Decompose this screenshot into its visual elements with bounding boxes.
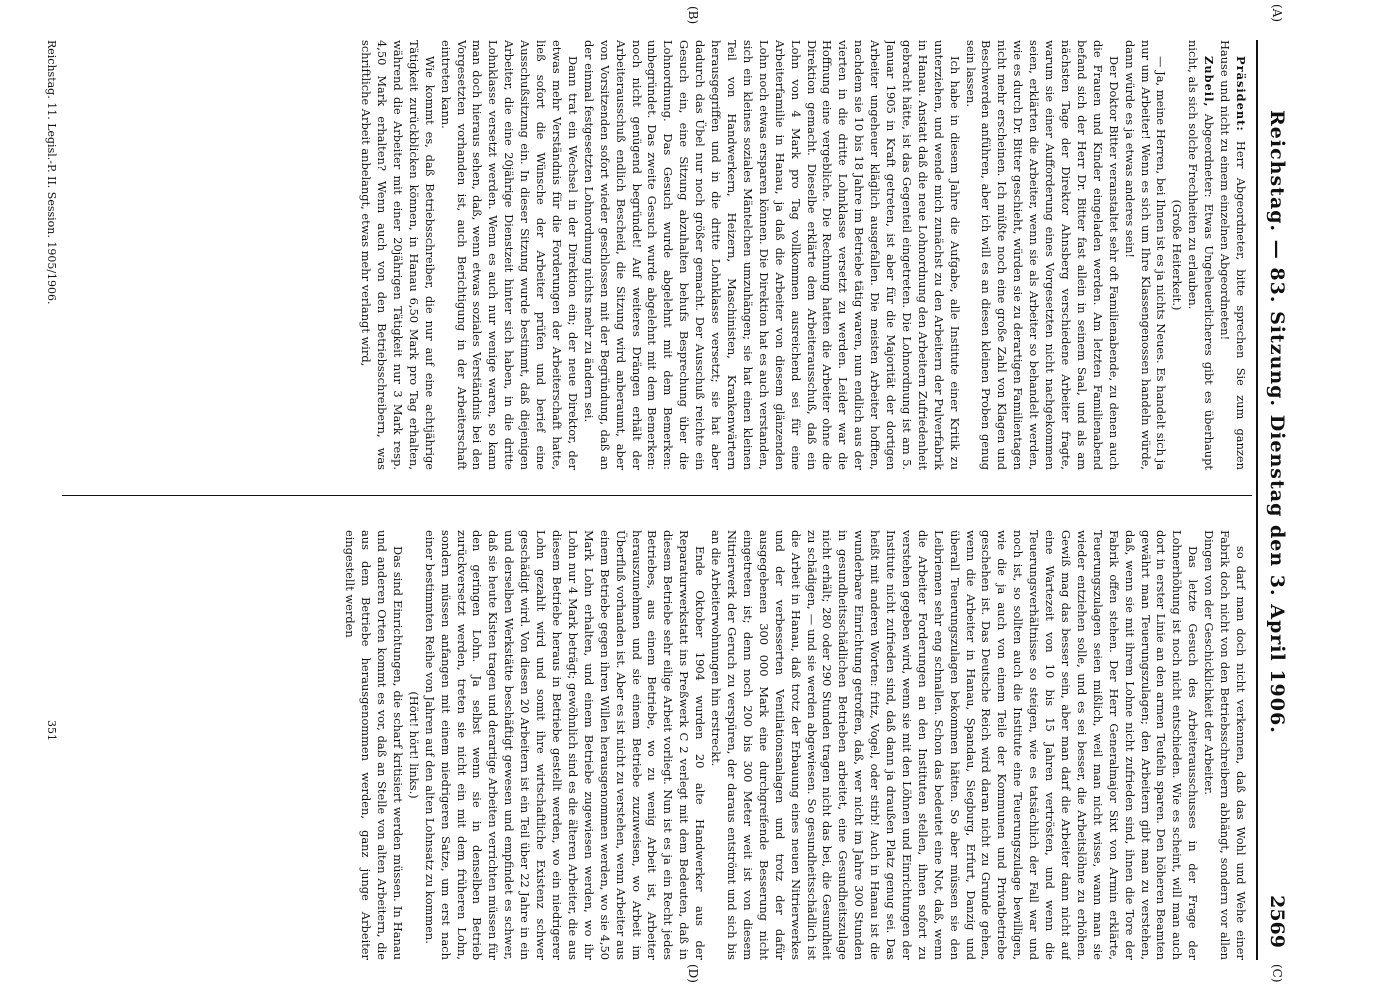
- paragraph: [707, 530, 1200, 960]
- paragraph: [962, 40, 1121, 470]
- paragraph-text: Ende Oktober 1904 wurden 20 alte Handwerker aus der Reparaturwerkstatt ins Preßwerk C 2 verlegt mit dem Bedeuten, daß in diesem Betriebe sehr eilige Arbeit vorliegt. Nun ist es ja ein Recht jedes Betriebes, aus einem Betriebe, wo zu wenig Arbeit ist, Arbeiter herauszunehmen und sie einem Betriebe zuzuweisen, wo Arbeit im Überfluß vorhanden ist. Aber es ist nicht zu verstehen, wenn Arbeiter aus einem Betriebe gegen ihren Willen herausgenommen werden, wo sie 4,50 Mark Lohn erhalten, und einem Betriebe zugewiesen werden, wo ihr Lohn nur 4 Mark beträgt; gewöhnlich sind es die älteren Arbeiter, die aus diesem Betriebe heraus in Betriebe gestellt werden, wo ein niedrigerer Lohn gezahlt wird und somit ihre wirtschaftliche Existenz schwer geschädigt wird. Von diesen 20 Arbeitern ist ein Teil über 22 Jahre in ein und derselben Werkstätte beschäftigt gewesen und empfindet es schwer, daß sie heute Kisten tragen und derartige Arbeiten verrichten müssen für den geringen Lohn. Ja selbst wenn sie in denselben Betrieb zurückversetzt werden, treten sie nicht ein mit dem früheren Lohn, sondern müssen anfangen mit einem niedrigeren Satze, um erst nach einer bestimmten Reihe von Jahren auf den alten Lohnsatz zu kommen.: [422, 530, 708, 960]
- paragraph: [405, 530, 421, 960]
- footer-session-info: Reichstag. 11. Legisl.-P. II. Session. 1905/1906.: [45, 40, 58, 305]
- paragraph: [357, 40, 437, 470]
- paragraph-text: Der Doktor Bitter veranstaltet sehr oft Familienabende, zu denen auch die Frauen und Kinder eingeladen werden. Am letzten Familienabend befand sich der Herr Dr. Bitter fast allein in seinem Saal, und als am nächsten Tage der Direktor Ahnsberg verschiedene Arbeiter fragte, warum sie einer Aufforderung eines Vorgesetzten nicht nachgekommen seien, erklärten die Arbeiter, wenn sie als Arbeiter so behandelt werden, wie es durch Dr. Bitter geschieht, würden sie zu derartigen Familientagen nicht mehr erscheinen. Ich müßte noch eine große Zahl von Klagen und Beschwerden anführen, aber ich will es an diesen kleinen Proben genug sein lassen.: [963, 40, 1121, 470]
- paragraph-text: — Ja, meine Herren, bei Ihnen ist es ja nichts Neues. Es handelt sich ja nur um Arbeiter! Wenn es sich um Ihre Klassengenossen handeln würde, dann würde es ja etwas anderes sein!: [1122, 40, 1169, 470]
- paragraph-text: Ich habe in diesem Jahre die Aufgabe, alle Institute einer Kritik zu unterziehen, und wende mich zunächst zu den Arbeitern der Pulverfabrik in Hanau. Anstatt daß die neue Lohnordnung den Arbeitern Zufriedenheit gebracht hätte, ist das Gegenteil eingetreten. Die Lohnordnung ist am 5. Januar 1905 in Kraft getreten, ist aber für die Majorität der dortigen Arbeiter ungeheuer kläglich ausgefallen. Die meisten Arbeiter hofften, nachdem sie 10 bis 18 Jahre im Betriebe tätig waren, nun endlich aus der vierten in die dritte Lohnklasse versetzt zu werden. Leider war die Hoffnung eine vergebliche. Die Rechnung hatten die Arbeiter ohne die Direktion gemacht. Dieselbe erklärte dem Arbeiterausschuß, daß ein Lohn von 4 Mark pro Tag vollkommen ausreichend sei für eine Arbeiterfamilie in Hanau, ja daß die Arbeiter von diesem glänzenden Lohn noch etwas ersparen können. Die Direktion hat es auch verstanden, sich ein kleines soziales Mäntelchen umzuhängen; sie hat einen kleinen Teil von Handwerkern, Heizern, Maschinisten, Krankenwärtern herausgegriffen und in die dritte Lohnklasse versetzt; sie hat aber dadurch das Übel nur noch größer gemacht. Der Ausschuß reichte ein Gesuch ein, eine Sitzung abzuhalten behufs Besprechung über die Lohnordnung. Das Gesuch wurde abgelehnt mit dem Bemerken: unbegründet. Das zweite Gesuch wurde abgelehnt mit dem Bemerken: noch nicht genügend begründet! Auf weiteres Drängen erhält der Arbeiterausschuß endlich Bescheid, die Sitzung wird anberaumt, aber von Vorsitzenden sofort wieder geschlossen mit der Begründung, daß an der einmal festgesetzten Lohnordnung nichts mehr zu ändern sei.: [581, 40, 962, 470]
- paragraph-text: Wie kommt es, daß Betriebsschreiber, die nur auf eine achtjährige Tätigkeit zurückblicken können, in Hanau 6,50 Mark pro Tag erhalten, während die Arbeiter mit einer 20jährigen Tätigkeit nur 3 Mark resp. 4,50 Mark erhalten? Wenn auch von den Betriebsschreibern, was schriftliche Arbeit anbelangt, etwas mehr verlangt wird,: [359, 40, 437, 470]
- margin-mark-d: (D): [686, 964, 700, 983]
- paragraph-text: Herr Abgeordneter, bitte sprechen Sie zum ganzen Hause und nicht zu einem einzelnen Abgeordneten!: [1218, 40, 1248, 470]
- paragraph: [1184, 40, 1216, 470]
- paragraph: [1121, 40, 1169, 470]
- footer-sheet-number: 351: [45, 720, 58, 741]
- paragraph: [1168, 40, 1184, 470]
- paragraph: [1216, 40, 1248, 470]
- paragraph-text: Das sind Einrichtungen, die scharf kritisiert werden müssen. In Hanau und anderen Orten kommt es vor, daß an Stelle von alten Arbeitern, die aus dem Betriebe herausgenommen werden, ganz junge Arbeiter eingestellt werden: [343, 530, 405, 960]
- margin-mark-c: (C): [1270, 964, 1284, 983]
- paragraph-text: Das letzte Gesuch des Arbeiterausschusses in der Frage der Lohnerhöhung ist noch nicht entschieden. Wie es scheint, will man auch dort in erster Linie an den armen Teufeln sparen. Den höheren Beamten gewährt man Teuerungszulagen; den Arbeitern gibt man zu verstehen, daß, wenn sie mit ihrem Lohne nicht zufrieden sind, ihnen die Tore der Fabrik offen stehen. Der Herr Generalmajor Sixt von Armin erklärte, Teuerungszulagen seien mißlich, weil man nicht wisse, wann man sie wieder entziehen solle, und es sei besser, die Arbeitslöhne zu erhöhen. Gewiß mag das besser sein, aber man darf die Arbeiter dann nicht auf eine Wartezeit von 10 bis 15 Jahren vertrösten, und wenn die Teuerungsverhältnisse so steigen, wie es tatsächlich der Fall war und noch ist, so sollten auch die Institute eine Teuerungszulage bewilligen, wie die ja auch von einem Teile der Kommunen und Privatbetriebe geschehen ist. Das Deutsche Reich wird daran nicht zu Grunde gehen, wenn die Arbeiter in Hanau, Spandau, Siegburg, Erfurt, Danzig und überall Teuerungszulagen bekommen hätten. So aber müssen sie den Leibriemen sehr eng schnallen. Schon das bedeutet eine Not, daß, wenn die Arbeiter Forderungen an den Instituten stellen, ihnen sofort zu verstehen gegeben wird, wenn sie mit den Löhnen und Einrichtungen der Institute nicht zufrieden sind, daß dann ja draußen Platz genug sei. Das heißt mit anderen Worten: fritz, Vogel, oder stirb! Auch in Hanau ist die wunderbare Einrichtung getroffen, daß, wer nicht im Jahre 300 Stunden in gesundheitsschädlichen Betrieben arbeitet, eine Gesundheitszulage nicht erhält; 280 oder 290 Stunden tragen nicht das bei, die Gesundheit zu schädigen, — und sie werden abgewiesen. So gesundheitsschädlich ist die Arbeit in Hanau, daß trotz der Erbauung eines neuen Nitrierwerkes und der verbesserten Ventilationsanlagen und trotz der dafür ausgegebenen 300 000 Mark eine durchgreifende Besserung nicht eingetreten ist; denn noch 200 bis 300 Meter weit ist von diesem Nitrierwerk der Geruch zu verspüren, der daraus entströmt und sich bis an die Arbeiterwohnungen hin erstreckt.: [709, 530, 1201, 960]
- page-number: 2569: [1266, 895, 1288, 948]
- margin-mark-b: (B): [686, 6, 700, 25]
- paragraph: [341, 530, 405, 960]
- paragraph: [437, 40, 580, 470]
- left-text-column: [60, 40, 1248, 470]
- page-header: [1256, 40, 1298, 960]
- paragraph-text: (Große Heiterkeit.): [1170, 199, 1185, 311]
- speaker-name: Zubeil,: [1202, 56, 1217, 108]
- paragraph-text: (Hört! hört! links.): [406, 691, 421, 799]
- speaker-name: Präsident:: [1234, 56, 1248, 132]
- column-divider: [62, 495, 1252, 496]
- paragraph: [580, 40, 962, 470]
- paragraph-text: Abgeordneter: Etwas Ungeheuerlicheres gibt es überhaupt nicht, als sich solche Frechheiten zu erlauben.: [1186, 40, 1217, 470]
- running-head: Reichstag. — 83. Sitzung. Dienstag den 3. April 1906.: [1266, 110, 1288, 734]
- right-text-column: [60, 530, 1248, 960]
- margin-mark-a: (A): [1270, 4, 1284, 23]
- paragraph: [421, 530, 707, 960]
- paragraph-text: Dann trat ein Wechsel in der Direktion ein; der neue Direktor, der etwas mehr Verständnis für die Forderungen der Arbeiterschaft hatte, ließ sofort die Wünsche der Arbeiter prüfen und berief eine Ausschußsitzung ein. In dieser Sitzung wurde bestimmt, daß diejenigen Arbeiter, die eine 20jährige Dienstzeit hinter sich haben, in die dritte Lohnklasse versetzt werden. Wenn es auch nur wenige waren, so kann man doch hieraus sehen, daß, wenn etwas soziales Verständnis bei den Vorgesetzten vorhanden ist, auch Berichtigung in der Arbeiterschaft eintreten kann.: [438, 40, 580, 470]
- paragraph-text: so darf man doch nicht verkennen, daß das Wohl und Wehe einer Fabrik doch nicht von den Betriebsschreibern abhängt, sondern vor allen Dingen von der Geschicklichkeit der Arbeiter.: [1202, 530, 1248, 960]
- paragraph: [1200, 530, 1248, 960]
